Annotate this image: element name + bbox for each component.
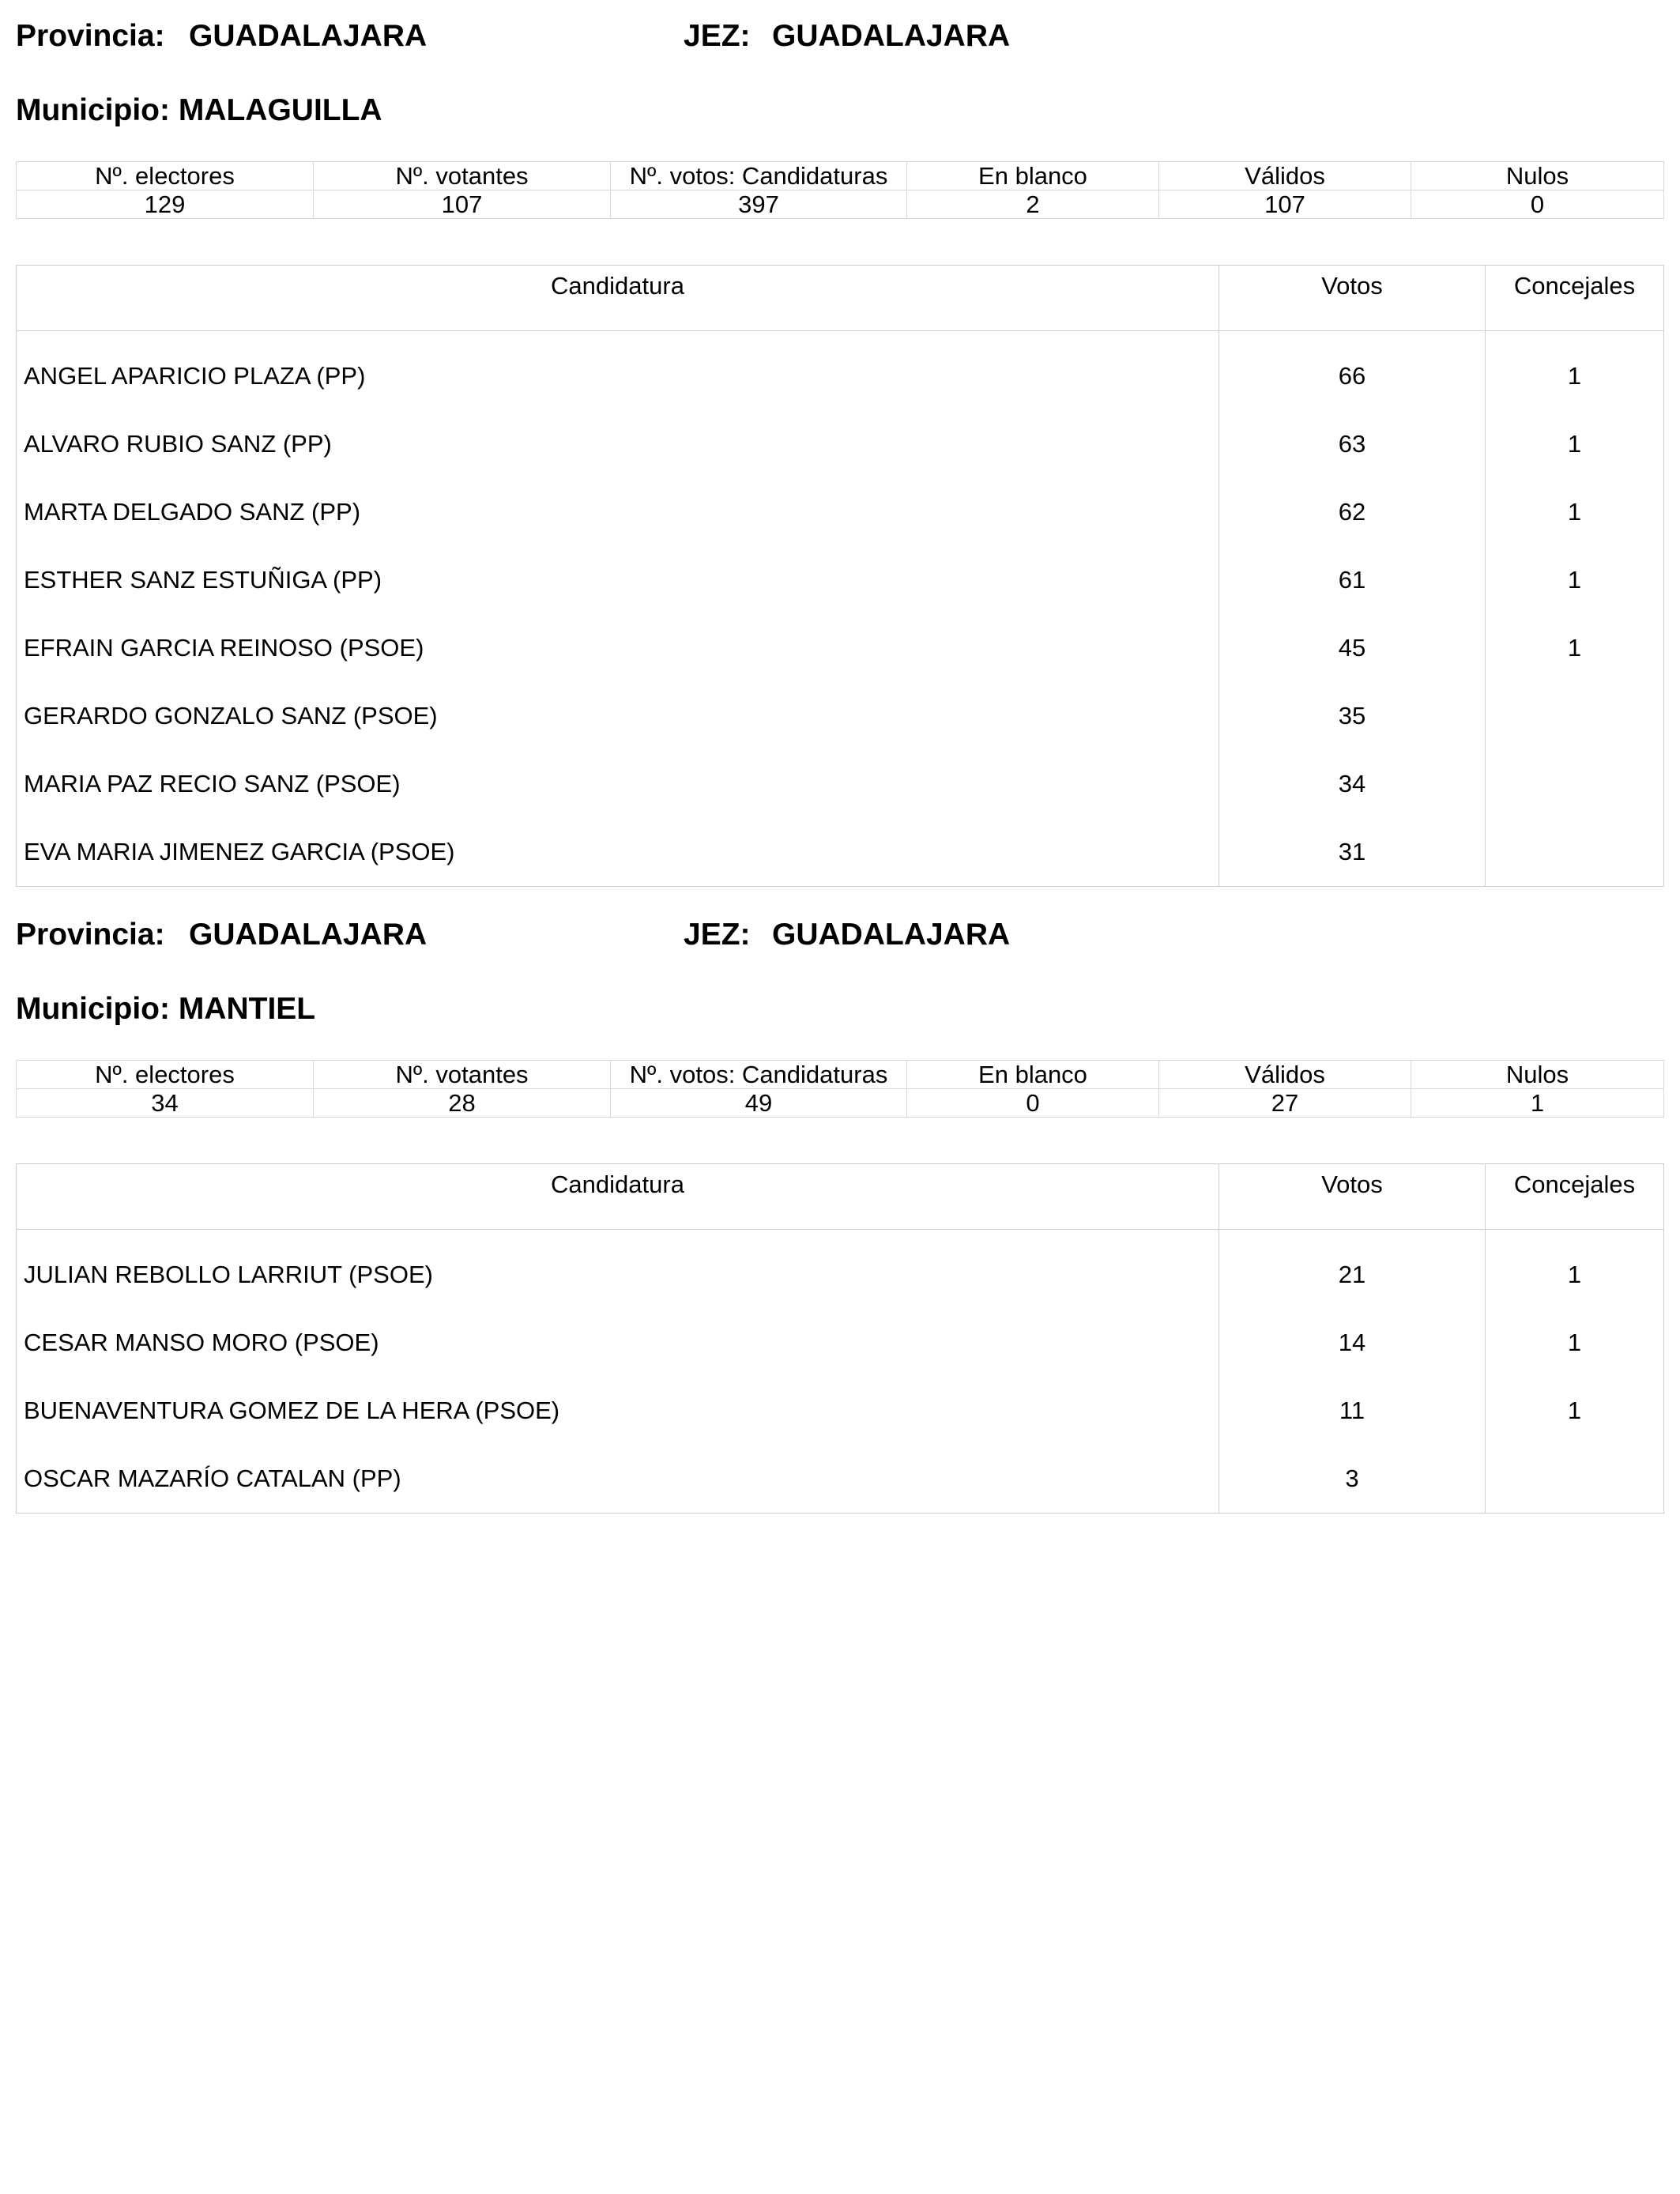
stats-value-nulos: 1	[1411, 1089, 1664, 1118]
stats-header-validos: Válidos	[1159, 1061, 1411, 1089]
candidate-name: ANGEL APARICIO PLAZA (PP)	[24, 362, 366, 390]
candidates-table	[16, 265, 1664, 887]
candidate-votos: 31	[1219, 818, 1486, 887]
candidate-name: MARTA DELGADO SANZ (PP)	[24, 498, 361, 526]
jez-value: GUADALAJARA	[772, 918, 1011, 952]
stats-table	[16, 1060, 1664, 1118]
candidate-concejales	[1486, 1445, 1664, 1514]
candidates-header-row	[17, 266, 1664, 331]
stats-header-row	[17, 1061, 1664, 1089]
candidate-votos: 11	[1219, 1377, 1486, 1445]
stats-value-row	[17, 190, 1664, 219]
candidate-name: MARIA PAZ RECIO SANZ (PSOE)	[24, 770, 401, 797]
stats-table	[16, 161, 1664, 219]
candidate-concejales: 1	[1486, 410, 1664, 478]
municipio-value: MANTIEL	[178, 992, 316, 1026]
candidate-concejales: 1	[1486, 1377, 1664, 1445]
header-concejales: Concejales	[1486, 266, 1664, 331]
provincia-value: GUADALAJARA	[189, 19, 428, 53]
candidate-concejales	[1486, 682, 1664, 750]
stats-value-votos-candidaturas: 49	[611, 1089, 907, 1118]
stats-value-en-blanco: 0	[907, 1089, 1159, 1118]
header-votos: Votos	[1219, 1164, 1486, 1230]
stats-header-row	[17, 162, 1664, 190]
candidate-row	[17, 750, 1664, 818]
stats-value-validos: 107	[1159, 190, 1411, 219]
candidate-votos: 66	[1219, 331, 1486, 411]
stats-header-votos-candidaturas: Nº. votos: Candidaturas	[611, 1061, 907, 1089]
stats-value-electores: 34	[17, 1089, 314, 1118]
candidate-votos: 3	[1219, 1445, 1486, 1514]
stats-header-nulos: Nulos	[1411, 162, 1664, 190]
jez-label: JEZ:	[684, 918, 751, 952]
candidate-name: EFRAIN GARCIA REINOSO (PSOE)	[24, 634, 424, 662]
candidate-row	[17, 1445, 1664, 1514]
stats-value-votos-candidaturas: 397	[611, 190, 907, 219]
municipio-label: Municipio:	[16, 992, 170, 1026]
candidate-votos: 61	[1219, 546, 1486, 614]
municipio-label: Municipio:	[16, 93, 170, 127]
section-mantiel	[16, 899, 1663, 1515]
candidate-row	[17, 1230, 1664, 1310]
candidate-row	[17, 682, 1664, 750]
stats-header-validos: Válidos	[1159, 162, 1411, 190]
header-candidatura: Candidatura	[17, 266, 1219, 331]
stats-value-nulos: 0	[1411, 190, 1664, 219]
stats-header-votantes: Nº. votantes	[314, 162, 611, 190]
candidate-row	[17, 478, 1664, 546]
candidate-votos: 21	[1219, 1230, 1486, 1310]
candidate-row	[17, 331, 1664, 411]
candidate-concejales: 1	[1486, 331, 1664, 411]
candidate-concejales	[1486, 750, 1664, 818]
stats-value-row	[17, 1089, 1664, 1118]
header-concejales: Concejales	[1486, 1164, 1664, 1230]
candidate-votos: 45	[1219, 614, 1486, 682]
candidate-name: JULIAN REBOLLO LARRIUT (PSOE)	[24, 1261, 433, 1288]
candidate-name: ALVARO RUBIO SANZ (PP)	[24, 430, 332, 458]
municipio-heading	[16, 91, 382, 130]
stats-header-electores: Nº. electores	[17, 162, 314, 190]
stats-value-validos: 27	[1159, 1089, 1411, 1118]
provincia-label: Provincia:	[16, 918, 165, 952]
municipio-heading	[16, 990, 315, 1029]
stats-header-votos-candidaturas: Nº. votos: Candidaturas	[611, 162, 907, 190]
candidate-votos: 35	[1219, 682, 1486, 750]
provincia-label: Provincia:	[16, 19, 165, 53]
candidate-votos: 62	[1219, 478, 1486, 546]
stats-value-electores: 129	[17, 190, 314, 219]
candidate-concejales: 1	[1486, 614, 1664, 682]
candidate-name: BUENAVENTURA GOMEZ DE LA HERA (PSOE)	[24, 1397, 560, 1424]
provincia-value: GUADALAJARA	[189, 918, 428, 952]
candidate-name: ESTHER SANZ ESTUÑIGA (PP)	[24, 566, 382, 594]
header-candidatura: Candidatura	[17, 1164, 1219, 1230]
candidate-row	[17, 818, 1664, 887]
candidates-header-row	[17, 1164, 1664, 1230]
candidate-concejales: 1	[1486, 546, 1664, 614]
candidate-row	[17, 1309, 1664, 1377]
candidate-name: OSCAR MAZARÍO CATALAN (PP)	[24, 1465, 401, 1492]
candidate-concejales	[1486, 818, 1664, 887]
candidate-votos: 63	[1219, 410, 1486, 478]
header-votos: Votos	[1219, 266, 1486, 331]
stats-header-votantes: Nº. votantes	[314, 1061, 611, 1089]
stats-header-electores: Nº. electores	[17, 1061, 314, 1089]
stats-value-en-blanco: 2	[907, 190, 1159, 219]
candidate-votos: 14	[1219, 1309, 1486, 1377]
candidate-name: GERARDO GONZALO SANZ (PSOE)	[24, 702, 438, 729]
stats-value-votantes: 107	[314, 190, 611, 219]
candidate-name: EVA MARIA JIMENEZ GARCIA (PSOE)	[24, 838, 455, 865]
municipio-value: MALAGUILLA	[178, 93, 382, 127]
jez-label: JEZ:	[684, 19, 751, 53]
candidate-concejales: 1	[1486, 1230, 1664, 1310]
stats-header-en-blanco: En blanco	[907, 1061, 1159, 1089]
jez-value: GUADALAJARA	[772, 19, 1011, 53]
candidate-row	[17, 410, 1664, 478]
candidate-name: CESAR MANSO MORO (PSOE)	[24, 1329, 379, 1356]
candidate-concejales: 1	[1486, 1309, 1664, 1377]
candidate-votos: 34	[1219, 750, 1486, 818]
section-malaguilla	[16, 0, 1663, 877]
stats-value-votantes: 28	[314, 1089, 611, 1118]
candidate-row	[17, 546, 1664, 614]
stats-header-en-blanco: En blanco	[907, 162, 1159, 190]
candidate-row	[17, 1377, 1664, 1445]
candidates-table	[16, 1163, 1664, 1514]
stats-header-nulos: Nulos	[1411, 1061, 1664, 1089]
candidate-concejales: 1	[1486, 478, 1664, 546]
candidate-row	[17, 614, 1664, 682]
